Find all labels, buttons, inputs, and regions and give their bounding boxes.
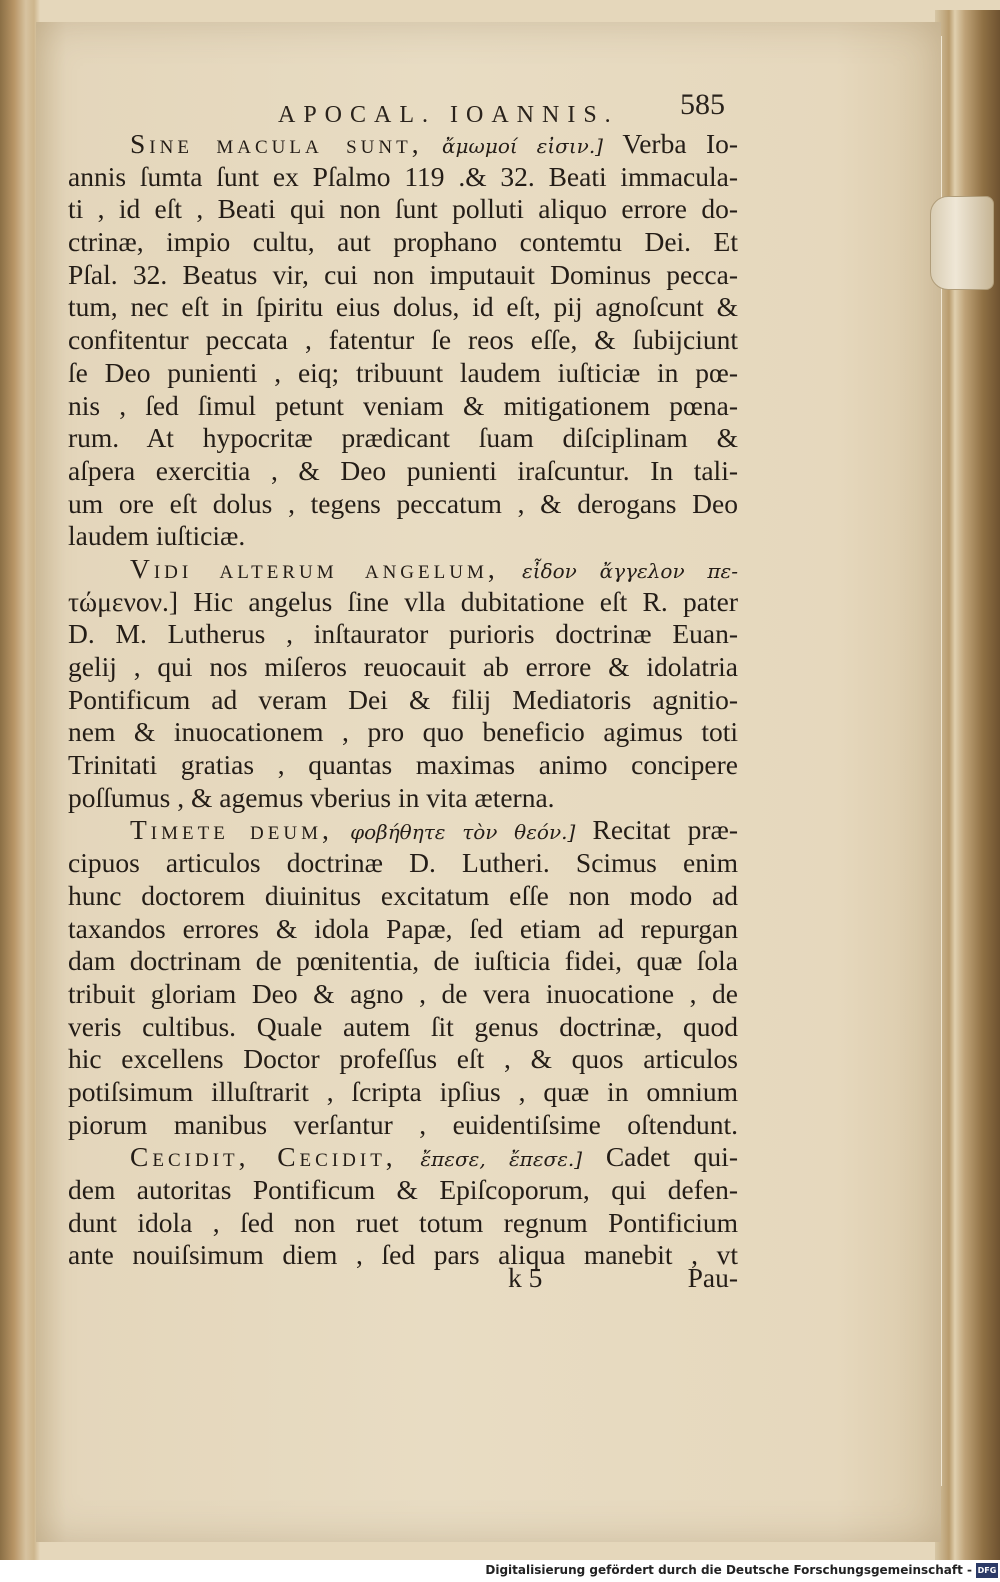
text-line: dem autoritas Pontificum & Epiſcoporum, qui defen- xyxy=(68,1174,738,1205)
text-line xyxy=(68,814,738,847)
text-line: nem & inuocationem , pro quo beneficio agimus toti xyxy=(68,716,738,748)
dfg-logo-icon: DFG xyxy=(976,1563,998,1578)
text-line: D. M. Lutherus , inſtaurator purioris doctrinæ Euan- xyxy=(68,618,738,650)
text-line: confitentur peccata , fatentur ſe reos eſſe, & ſubijciunt xyxy=(68,324,738,356)
main-text xyxy=(68,128,738,1272)
text-line xyxy=(68,553,738,586)
text-line: Pontificum ad veram Dei & filij Mediatoris agnitio- xyxy=(68,683,738,715)
text-line: ti , id eſt , Beati qui non ſunt polluti aliquo errore do- xyxy=(68,193,738,225)
text-line-content: Recitat præ- xyxy=(575,814,739,846)
text-line: ante nouiſsimum diem , ſed pars aliqua manebit , vt xyxy=(68,1239,738,1271)
text-line: piorum manibus verſantur , euidentiſsime oſtendunt. xyxy=(68,1108,738,1140)
catchword: Pau- xyxy=(687,1262,738,1293)
text-line: hunc doctorem diuinitus excitatum eſſe non modo ad xyxy=(68,879,738,911)
page-clip xyxy=(930,196,994,290)
greek-text: ἔπεσε, ἔπεσε.] xyxy=(420,1147,583,1172)
text-line: aſpera exercitia , & Deo punienti iraſcuntur. In tali- xyxy=(68,454,738,486)
text-line: Pſal. 32. Beatus vir, cui non imputauit Dominus pecca- xyxy=(68,258,738,290)
text-line: gelij , qui nos miſeros reuocauit ab errore & idolatria xyxy=(68,651,738,682)
lemma: Sine macula sunt, xyxy=(130,128,423,159)
text-line xyxy=(68,128,738,161)
text-line: dunt idola , ſed non ruet totum regnum Pontificium xyxy=(68,1206,738,1238)
text-line: hic excellens Doctor profeſſus eſt , & quos articulos xyxy=(68,1043,738,1075)
lemma: Vidi alterum angelum, xyxy=(130,552,499,584)
signature-mark: k 5 xyxy=(508,1262,543,1293)
text-line: tum, nec eſt in ſpiritu eius dolus, id eſt, pij agnoſcunt & xyxy=(68,291,738,323)
greek-text: εἶδον ἄγγελον πε- xyxy=(522,558,738,583)
text-line xyxy=(68,1141,738,1174)
text-line: laudem iuſticiæ. xyxy=(68,520,246,552)
text-line: ctrinæ, impio cultu, aut prophano contemtu Dei. Et xyxy=(68,226,738,258)
text-line: taxandos errores & idola Papæ, ſed etiam ad repurgan xyxy=(68,912,738,944)
text-line: τώμενον.] Hic angelus ſine vlla dubitatione eſt R. pater xyxy=(68,585,738,617)
text-line: rum. At hypocritæ prædicant ſuam diſciplinam & xyxy=(68,422,738,454)
text-line: dam doctrinam de pœnitentia, de iuſticia fidei, quæ ſola xyxy=(68,945,738,977)
text-line: annis ſumta ſunt ex Pſalmo 119 .& 32. Beati immacula- xyxy=(68,160,738,192)
text-line: tribuit gloriam Deo & agno , de vera inuocatione , de xyxy=(68,977,738,1009)
text-line: ſe Deo punienti , eiq; tribuunt laudem iuſticiæ in pœ- xyxy=(68,356,738,388)
greek-text: ἄμωμοί εἰσιν.] xyxy=(442,134,603,158)
running-head xyxy=(180,88,740,128)
text-line: poſſumus , & agemus vberius in vita æterna. xyxy=(68,781,555,813)
lemma: Cecidit, Cecidit, xyxy=(130,1141,397,1173)
text-line: nis , ſed ſimul petunt veniam & mitigationem pœna- xyxy=(68,389,738,421)
text-line: cipuos articulos doctrinæ D. Lutheri. Scimus enim xyxy=(68,847,738,879)
text-line: um ore eſt dolus , tegens peccatum , & derogans Deo xyxy=(68,487,738,519)
text-line-content: Cadet qui- xyxy=(582,1141,738,1173)
text-line: Trinitati gratias , quantas maximas animo concipere xyxy=(68,749,738,781)
greek-text: φοβήθητε τὸν θεόν.] xyxy=(350,820,576,845)
running-head-title: APOCAL. IOANNIS. xyxy=(278,102,619,128)
text-line: potiſsimum illuſtrarit , ſcripta ipſius , quæ in omnium xyxy=(68,1075,738,1107)
signature-line xyxy=(68,1262,738,1296)
text-line-content: Verba Io- xyxy=(603,128,739,159)
footer-bar xyxy=(0,1560,1000,1582)
page-number: 585 xyxy=(680,88,725,121)
footer-credit: Digitalisierung gefördert durch die Deutsche Forschungsgemeinschaft - xyxy=(485,1563,972,1577)
lemma: Timete deum, xyxy=(130,814,333,846)
text-line: veris cultibus. Quale autem ſit genus doctrinæ, quod xyxy=(68,1010,738,1042)
